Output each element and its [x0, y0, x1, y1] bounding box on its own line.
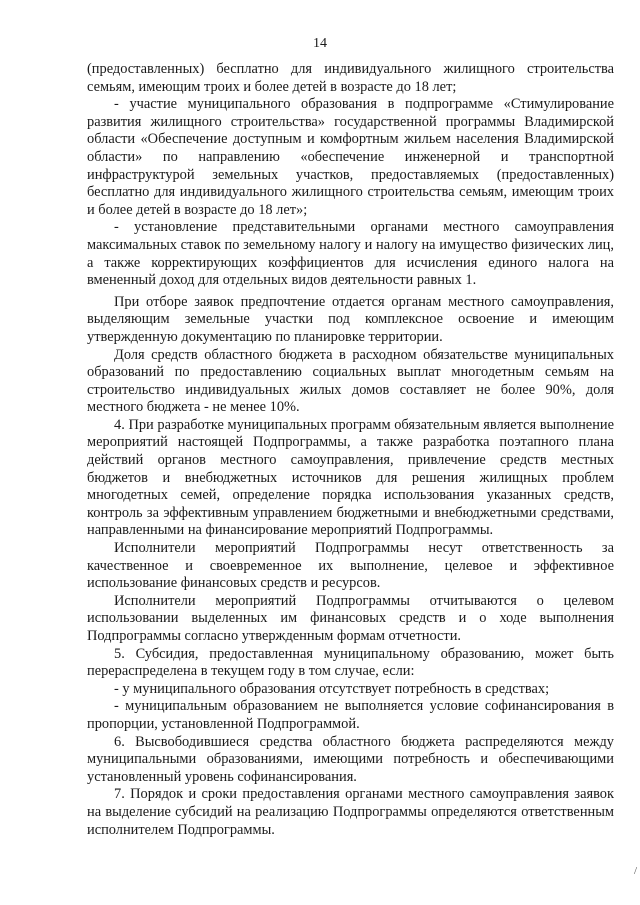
paragraph-item-7: 7. Порядок и сроки предоставления органами местного самоуправления заявок на выделение субсидий на реализацию Подпрограммы определяются ответственным исполнителем Подпрограммы.: [87, 786, 614, 838]
paragraph-condition-no-need: - у муниципального образования отсутствует потребность в средствах;: [114, 680, 550, 697]
document-body: [87, 61, 614, 839]
paragraph-tax-rates: - установление представительными органами местного самоуправления максимальных ставок по земельному налогу и налогу на имущество физических лиц, а также корректирующих коэффициентов для исчисления единого налога на вмененный доход для отдельных видов деятельности равных 1.: [87, 219, 614, 289]
paragraph-selection-preference: При отборе заявок предпочтение отдается органам местного самоуправления, выделяющим земельные участки под комплексное освоение и имеющим утвержденную документацию по планировке территории.: [87, 293, 614, 345]
scan-edge-mark: /: [633, 865, 637, 877]
paragraph-condition-cofinancing: - муниципальным образованием не выполняется условие софинансирования в пропорции, установленной Подпрограммой.: [87, 698, 614, 732]
paragraph-item-5: 5. Субсидия, предоставленная муниципальному образованию, может быть перераспределена в текущем году в том случае, если:: [87, 645, 614, 680]
paragraph-continuation: (предоставленных) бесплатно для индивидуального жилищного строительства семьям, имеющим троих и более детей в возрасте до 18 лет;: [87, 61, 614, 95]
paragraph-item-6: 6. Высвободившиеся средства областного бюджета распределяются между муниципальными образованиями, имеющими потребность и обеспечивающими установленный уровень софинансирования.: [87, 733, 614, 785]
paragraph-executors-responsibility: Исполнители мероприятий Подпрограммы несут ответственность за качественное и своевременное их выполнение, целевое и эффективное использование финансовых средств и ресурсов.: [87, 540, 614, 592]
paragraph-item-4: 4. При разработке муниципальных программ обязательным является выполнение мероприятий настоящей Подпрограммы, а также разработка поэтапного плана действий органов местного самоуправления, привлечение средств местных бюджетов и внебюджетных источников для решения жилищных проблем многодетных семей, определение порядка использования указанных средств, контроль за эффективным управлением бюджетными и внебюджетными средствами, направленными на финансирование мероприятий Подпрограммы.: [87, 416, 614, 539]
paragraph-program-participation: - участие муниципального образования в подпрограмме «Стимулирование развития жилищного строительства» государственной программы Владимирской области «Обеспечение доступным и комфортным жильем населения Владимирской области» по направлению «обеспечение инженерной и транспортной инфраструктурой земельных участков, предоставляемых (предоставленных) бесплатно для индивидуального жилищного строительства семьям, имеющим троих и более детей в возрасте до 18 лет»;: [87, 96, 614, 218]
paragraph-executors-reporting: Исполнители мероприятий Подпрограммы отчитываются о целевом использовании выделенных им финансовых средств и о ходе выполнения Подпрограммы согласно утвержденным формам отчетности.: [87, 592, 614, 644]
paragraph-budget-share: Доля средств областного бюджета в расходном обязательстве муниципальных образований по предоставлению социальных выплат многодетным семьям на строительство индивидуальных жилых домов составляет не более 90%, доля местного бюджета - не менее 10%.: [87, 346, 614, 416]
page-number: 14: [313, 36, 327, 51]
